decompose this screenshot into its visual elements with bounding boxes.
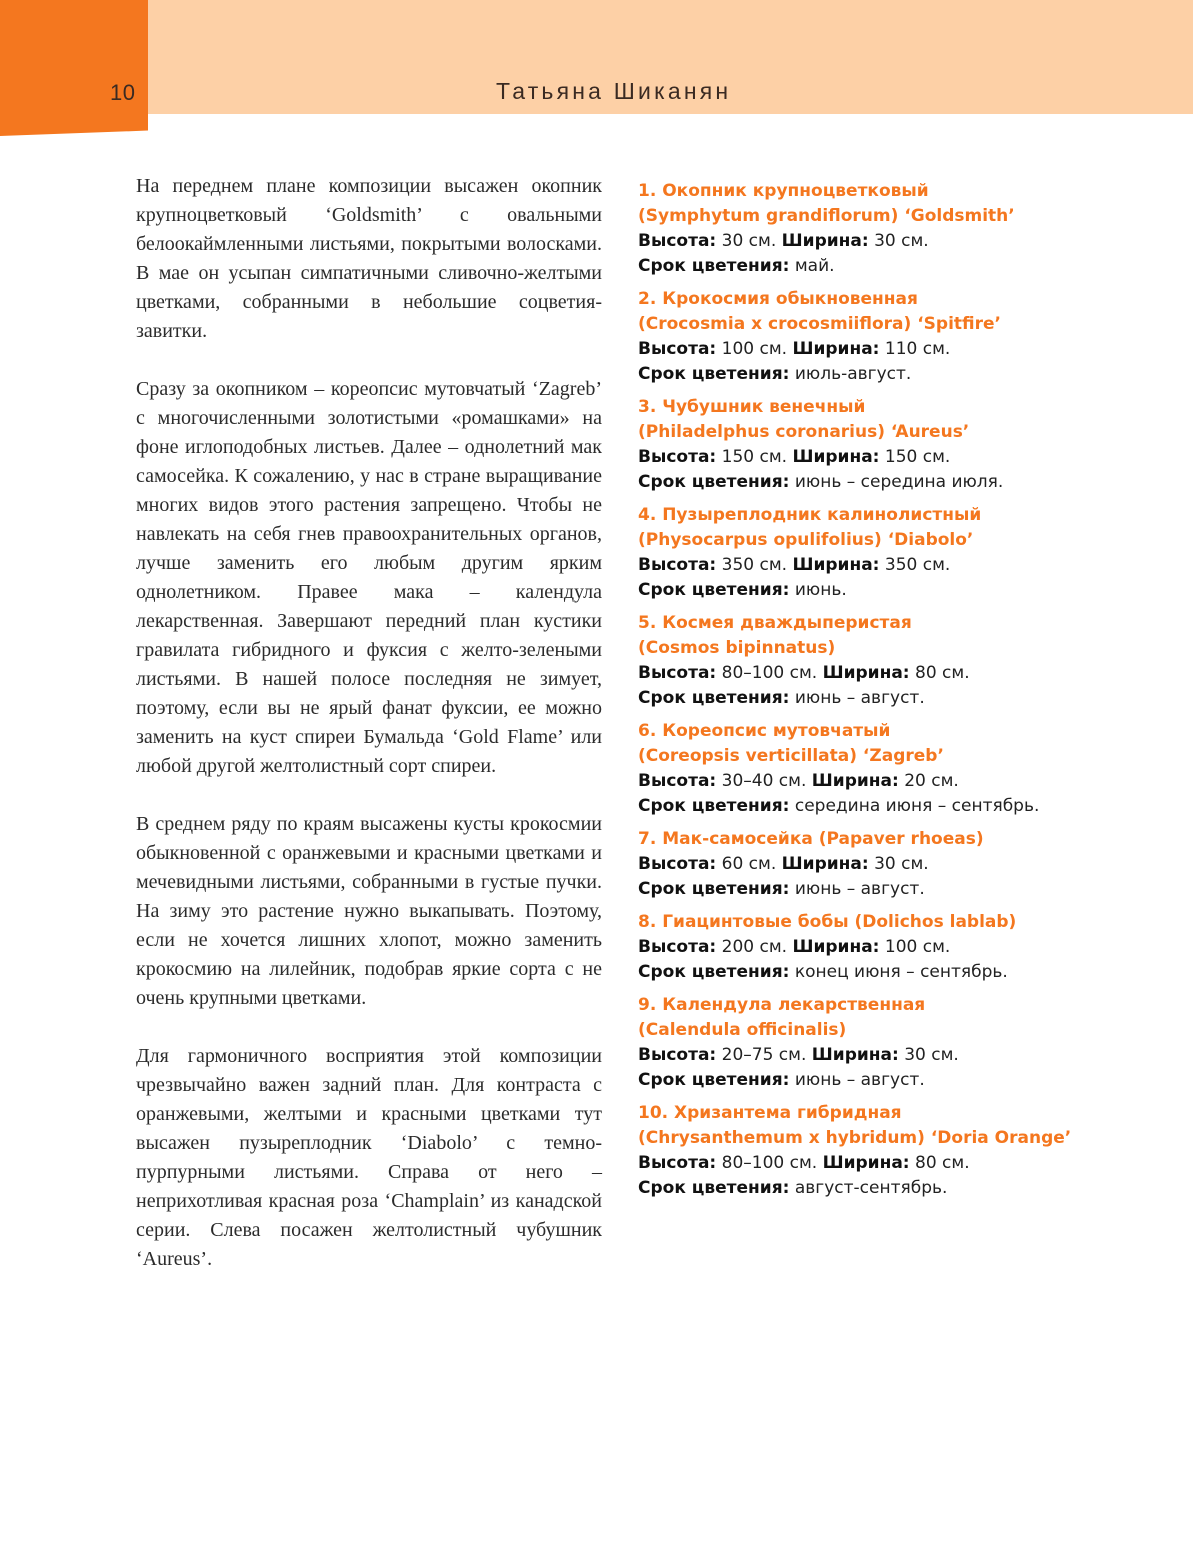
plant-size-line xyxy=(638,445,1108,470)
bloom-label: Срок цветения: xyxy=(638,1178,790,1198)
bloom-label: Срок цветения: xyxy=(638,796,790,816)
bloom-label: Срок цветения: xyxy=(638,580,790,600)
body-paragraph: Сразу за окопником – кореопсис мутовчатый ‘Zagreb’ с многочисленными золотистыми «ромашками» на фоне иглоподобных листьев. Далее – однолетний мак самосейка. К сожалению, у нас в стране выращивание многих видов этого растения запрещено. Чтобы не навлекать на себя гнев правоохранительных органов, лучше заменить его любым другим ярким однолетником. Правее мака – календула лекарственная. Завершают передний план кустики гравилата гибридного и фуксия с желто-зелеными листьями. В нашей полосе последняя не зимует, поэтому, если вы не ярый фанат фуксии, ее можно заменить на куст спиреи Бумальда ‘Gold Flame’ или любой другой желтолистный сорт спиреи. xyxy=(136,378,602,777)
plant-name: (Physocarpus opulifolius) ‘Diabolo’ xyxy=(638,530,974,550)
plant-bloom-line xyxy=(638,578,1108,603)
plant-name: (Crocosmia x crocosmiiflora) ‘Spitfire’ xyxy=(638,314,1002,334)
running-head-author: Татьяна Шиканян xyxy=(496,78,732,104)
plant-name: 10. Хризантема гибридная xyxy=(638,1103,902,1123)
bloom-label: Срок цветения: xyxy=(638,962,790,982)
plant-bloom-line xyxy=(638,1068,1108,1093)
height-label: Высота: xyxy=(638,937,717,957)
plant-name: 9. Календула лекарственная xyxy=(638,995,926,1015)
plant-entry xyxy=(638,719,1108,819)
plant-name: (Symphytum grandiflorum) ‘Goldsmith’ xyxy=(638,206,1015,226)
plant-list xyxy=(638,179,1108,1209)
plant-name: (Calendula officinalis) xyxy=(638,1020,847,1040)
plant-name: (Coreopsis verticillata) ‘Zagreb’ xyxy=(638,746,944,766)
width-value: 110 см. xyxy=(884,339,951,359)
plant-bloom-line xyxy=(638,794,1108,819)
bloom-value: июнь – август. xyxy=(794,879,925,899)
plant-name: 7. Мак-самосейка (Papaver rhoeas) xyxy=(638,829,984,849)
plant-size-line xyxy=(638,661,1108,686)
bloom-label: Срок цветения: xyxy=(638,256,790,276)
plant-name: (Philadelphus coronarius) ‘Aureus’ xyxy=(638,422,970,442)
plant-bloom-line xyxy=(638,470,1108,495)
plant-name: 8. Гиацинтовые бобы (Dolichos lablab) xyxy=(638,912,1017,932)
bloom-value: август-сентябрь. xyxy=(794,1178,948,1198)
height-label: Высота: xyxy=(638,231,717,251)
height-value: 30 см. xyxy=(721,231,777,251)
bloom-value: середина июня – сентябрь. xyxy=(794,796,1040,816)
height-value: 100 см. xyxy=(721,339,788,359)
plant-size-line xyxy=(638,337,1108,362)
plant-size-line xyxy=(638,229,1108,254)
plant-name: (Cosmos bipinnatus) xyxy=(638,638,836,658)
bloom-value: июль-август. xyxy=(794,364,912,384)
height-label: Высота: xyxy=(638,1045,717,1065)
body-paragraph: На переднем плане композиции высажен окопник крупноцветковый ‘Goldsmith’ с овальными белоокаймленными листьями, покрытыми волосками. В мае он усыпан симпатичными сливочно-желтыми цветками, собранными в небольшие соцветия-завитки. xyxy=(136,175,602,342)
plant-size-line xyxy=(638,1151,1108,1176)
bloom-value: июнь – август. xyxy=(794,1070,925,1090)
plant-entry xyxy=(638,993,1108,1093)
plant-size-line xyxy=(638,935,1108,960)
plant-size-line xyxy=(638,553,1108,578)
height-label: Высота: xyxy=(638,854,717,874)
width-value: 20 см. xyxy=(904,771,959,791)
plant-size-line xyxy=(638,852,1108,877)
plant-bloom-line xyxy=(638,1176,1108,1201)
width-label: Ширина: xyxy=(781,854,869,874)
width-value: 80 см. xyxy=(915,663,970,683)
height-value: 80–100 см. xyxy=(721,663,818,683)
bloom-value: май. xyxy=(794,256,835,276)
plant-entry xyxy=(638,503,1108,603)
bloom-value: июнь – середина июля. xyxy=(794,472,1004,492)
bloom-label: Срок цветения: xyxy=(638,879,790,899)
plant-size-line xyxy=(638,769,1108,794)
height-label: Высота: xyxy=(638,771,717,791)
plant-entry xyxy=(638,287,1108,387)
height-label: Высота: xyxy=(638,555,717,575)
plant-bloom-line xyxy=(638,686,1108,711)
plant-bloom-line xyxy=(638,960,1108,985)
body-paragraph: В среднем ряду по краям высажены кусты крокосмии обыкновенной с оранжевыми и красными цветками и мечевидными листьями, собранными в густые пучки. На зиму это растение нужно выкапывать. Поэтому, если не хочется лишних хлопот, можно заменить крокосмию на лилейник, подобрав яркие сорта с не очень крупными цветками. xyxy=(136,813,602,1009)
width-label: Ширина: xyxy=(822,663,910,683)
plant-name: 2. Крокосмия обыкновенная xyxy=(638,289,918,309)
plant-entry xyxy=(638,611,1108,711)
plant-entry xyxy=(638,395,1108,495)
width-label: Ширина: xyxy=(811,771,899,791)
width-label: Ширина: xyxy=(811,1045,899,1065)
bloom-value: июнь. xyxy=(794,580,847,600)
width-value: 30 см. xyxy=(874,854,929,874)
plant-entry xyxy=(638,179,1108,279)
plant-name: 6. Кореопсис мутовчатый xyxy=(638,721,891,741)
height-label: Высота: xyxy=(638,339,717,359)
height-value: 60 см. xyxy=(721,854,777,874)
height-label: Высота: xyxy=(638,1153,717,1173)
bloom-label: Срок цветения: xyxy=(638,472,790,492)
plant-name: 1. Окопник крупноцветковый xyxy=(638,181,929,201)
body-text-column xyxy=(136,172,602,1303)
plant-name: 3. Чубушник венечный xyxy=(638,397,866,417)
bloom-label: Срок цветения: xyxy=(638,364,790,384)
plant-name: 4. Пузыреплодник калинолистный xyxy=(638,505,982,525)
width-value: 80 см. xyxy=(915,1153,970,1173)
width-label: Ширина: xyxy=(792,555,880,575)
height-value: 150 см. xyxy=(721,447,788,467)
width-label: Ширина: xyxy=(781,231,869,251)
width-value: 350 см. xyxy=(884,555,951,575)
height-value: 80–100 см. xyxy=(721,1153,818,1173)
width-value: 30 см. xyxy=(874,231,929,251)
height-value: 30–40 см. xyxy=(721,771,807,791)
bloom-value: июнь – август. xyxy=(794,688,925,708)
page-number: 10 xyxy=(110,80,136,105)
body-paragraph: Для гармоничного восприятия этой композиции чрезвычайно важен задний план. Для контраста с оранжевыми, желтыми и красными цветками тут высажен пузыреплодник ‘Diabolo’ с темно-пурпурными листьями. Справа от него – неприхотливая красная роза ‘Champlain’ из канадской серии. Слева посажен желтолистный чубушник ‘Aureus’. xyxy=(136,1045,602,1270)
bloom-label: Срок цветения: xyxy=(638,1070,790,1090)
width-value: 100 см. xyxy=(884,937,951,957)
height-label: Высота: xyxy=(638,663,717,683)
bloom-label: Срок цветения: xyxy=(638,688,790,708)
plant-bloom-line xyxy=(638,254,1108,279)
width-label: Ширина: xyxy=(792,339,880,359)
width-value: 150 см. xyxy=(884,447,951,467)
plant-name: (Chrysanthemum x hybridum) ‘Doria Orange’ xyxy=(638,1128,1072,1148)
plant-entry xyxy=(638,827,1108,902)
width-label: Ширина: xyxy=(792,937,880,957)
page-tab xyxy=(0,0,148,136)
height-value: 200 см. xyxy=(721,937,788,957)
width-label: Ширина: xyxy=(792,447,880,467)
plant-bloom-line xyxy=(638,362,1108,387)
height-label: Высота: xyxy=(638,447,717,467)
bloom-value: конец июня – сентябрь. xyxy=(794,962,1008,982)
plant-entry xyxy=(638,910,1108,985)
height-value: 350 см. xyxy=(721,555,788,575)
plant-name: 5. Космея дваждыперистая xyxy=(638,613,912,633)
plant-size-line xyxy=(638,1043,1108,1068)
plant-entry xyxy=(638,1101,1108,1201)
width-label: Ширина: xyxy=(822,1153,910,1173)
height-value: 20–75 см. xyxy=(721,1045,807,1065)
width-value: 30 см. xyxy=(904,1045,959,1065)
plant-bloom-line xyxy=(638,877,1108,902)
